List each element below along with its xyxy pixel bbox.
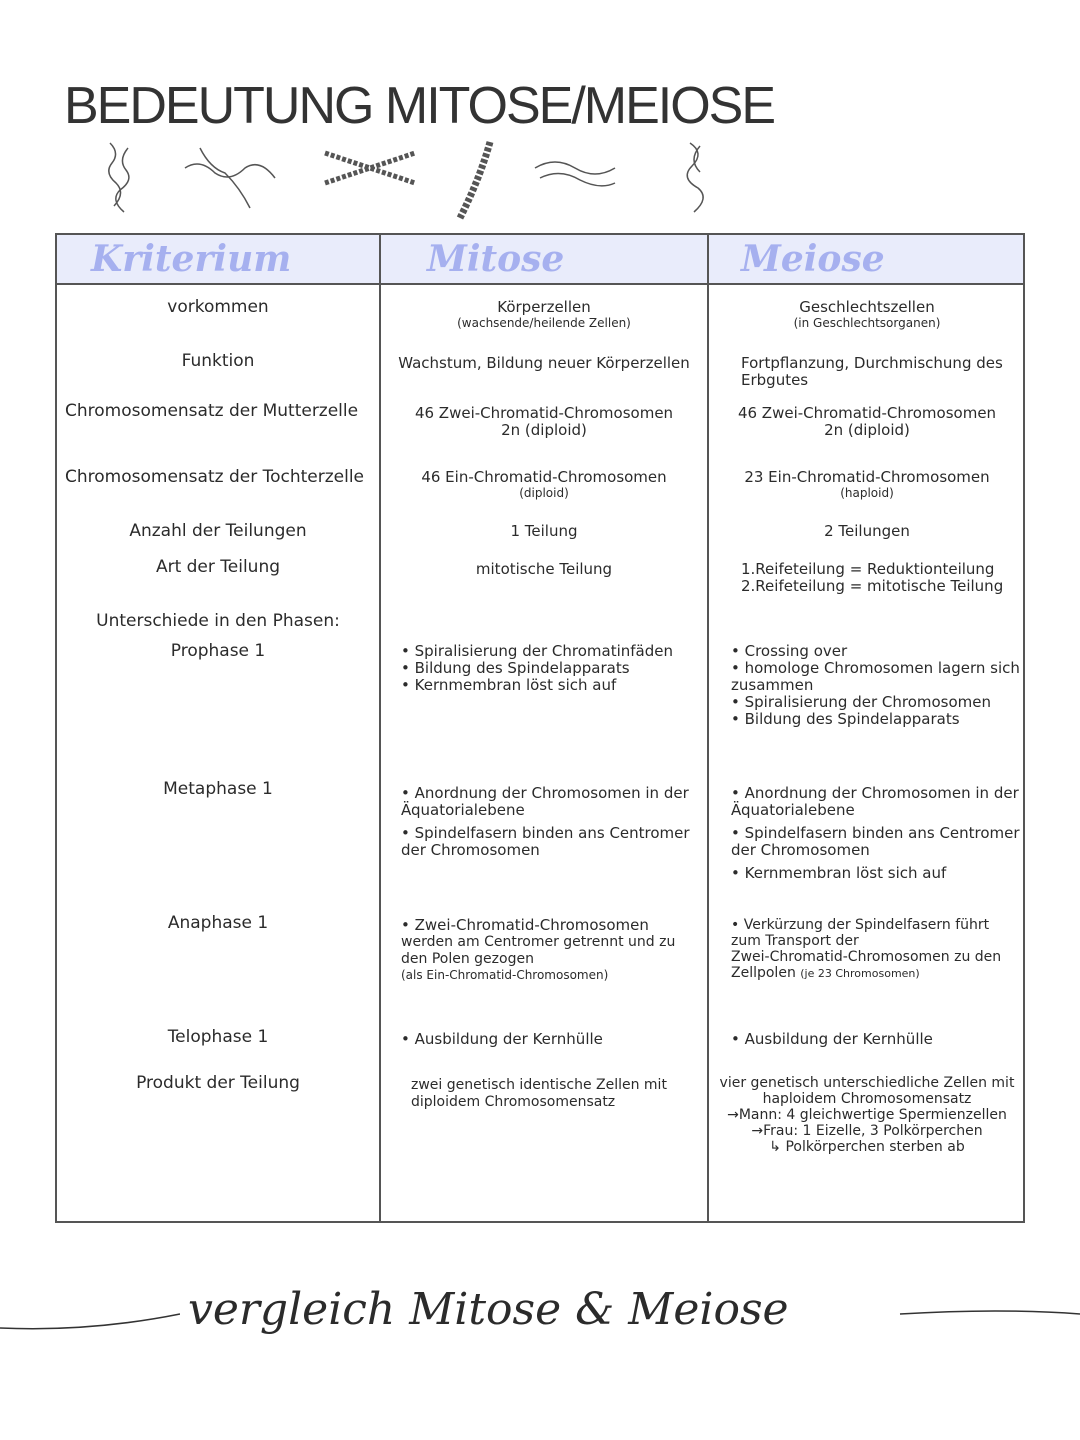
- cell-text: 2.Reifeteilung = mitotische Teilung: [741, 577, 1004, 595]
- chromosome-icon: [530, 138, 620, 198]
- cell-text: 46 Ein-Chromatid-Chromosomen: [421, 468, 667, 486]
- row-label: Metaphase 1: [163, 779, 273, 799]
- cell-text: werden am Centromer getrennt und zu den Polen gezogen: [401, 934, 676, 967]
- bullet-item: • Spindelfasern binden ans Centromer der Chromosomen: [731, 824, 1020, 859]
- bullet-item: • homologe Chromosomen lagern sich zusammen: [731, 659, 1020, 694]
- bullet-item: • Kernmembran löst sich auf: [731, 864, 947, 882]
- table-cell: mitotische Teilung: [475, 560, 613, 578]
- row-label: Anaphase 1: [167, 913, 269, 933]
- table-cell: [709, 1075, 1025, 1155]
- table-cell: Fortpflanzung, Durchmischung des Erbgutes: [741, 354, 1003, 389]
- row-label: Telophase 1: [167, 1027, 269, 1047]
- page-title: BEDEUTUNG MITOSE/MEIOSE: [64, 77, 775, 135]
- table-cell: • Ausbildung der Kernhülle: [401, 1030, 603, 1048]
- table-cell: [709, 299, 1025, 330]
- cell-text: →Mann: 4 gleichwertige Spermienzellen: [727, 1107, 1007, 1123]
- cell-note: (haploid): [840, 486, 894, 500]
- table-cell: [381, 405, 707, 439]
- row-label: vorkommen: [167, 297, 269, 317]
- table-cell: [709, 469, 1025, 500]
- table-cell: [381, 469, 707, 500]
- table-cell: [709, 405, 1025, 439]
- cell-text: • Verkürzung der Spindelfasern führt zum Transport der: [731, 917, 990, 949]
- bullet-item: • Spindelfasern binden ans Centromer der Chromosomen: [401, 824, 690, 859]
- bullet-item: • Kernmembran löst sich auf: [401, 676, 617, 694]
- table-cell: [731, 917, 1023, 982]
- table-cell: [401, 643, 701, 694]
- cell-text: 46 Zwei-Chromatid-Chromosomen: [414, 404, 674, 422]
- phases-heading: Unterschiede in den Phasen:: [96, 611, 340, 631]
- bullet-item: • Anordnung der Chromosomen in der Äquatorialebene: [731, 784, 1019, 819]
- cell-text: Zwei-Chromatid-Chromosomen zu den Zellpolen: [731, 949, 1002, 981]
- bullet-item: • Bildung des Spindelapparats: [401, 659, 630, 677]
- table-cell: [401, 785, 701, 859]
- header-mitose: Mitose: [427, 238, 565, 280]
- chromosome-icon: [320, 138, 420, 198]
- bullet-item: • Anordnung der Chromosomen in der Äquatorialebene: [401, 784, 689, 819]
- cell-text: vier genetisch unterschiedliche Zellen mit haploidem Chromosomensatz: [719, 1075, 1015, 1107]
- table-cell: [731, 785, 1021, 882]
- header-kriterium: Kriterium: [91, 238, 292, 280]
- cell-note: (als Ein-Chromatid-Chromosomen): [401, 968, 609, 982]
- table-cell: zwei genetisch identische Zellen mit diploidem Chromosomensatz: [411, 1077, 667, 1110]
- cell-note: 2n (diploid): [824, 421, 910, 439]
- cell-note: (diploid): [519, 486, 569, 500]
- cell-text: 46 Zwei-Chromatid-Chromosomen: [737, 404, 997, 422]
- cell-text: • Zwei-Chromatid-Chromosomen: [401, 916, 649, 934]
- cell-text: Geschlechtszellen: [799, 298, 935, 316]
- table-cell: 1 Teilung: [510, 522, 578, 540]
- row-label: Prophase 1: [170, 641, 266, 661]
- header-meiose: Meiose: [741, 238, 885, 280]
- bullet-item: • Crossing over: [731, 642, 848, 660]
- column-divider: [379, 235, 381, 1221]
- table-header: [57, 235, 1023, 285]
- row-label: Anzahl der Teilungen: [129, 521, 307, 541]
- cell-note: 2n (diploid): [501, 421, 587, 439]
- bullet-item: • Spiralisierung der Chromatinfäden: [401, 642, 673, 660]
- chromosome-icon: [670, 138, 720, 218]
- table-cell: [731, 643, 1021, 728]
- cell-text: ↳ Polkörperchen sterben ab: [769, 1139, 965, 1155]
- row-label: Produkt der Teilung: [136, 1073, 300, 1093]
- comparison-table: [55, 233, 1025, 1223]
- footer-title: vergleich Mitose & Meiose: [180, 1284, 797, 1335]
- table-cell: [401, 917, 701, 982]
- bullet-item: • Spiralisierung der Chromosomen: [731, 693, 992, 711]
- table-cell: [741, 561, 1021, 595]
- chromosome-illustrations: [90, 138, 730, 222]
- table-cell: [381, 299, 707, 330]
- cell-text: 23 Ein-Chromatid-Chromosomen: [744, 468, 990, 486]
- row-label: Funktion: [181, 351, 255, 371]
- cell-note: (in Geschlechtsorganen): [793, 316, 941, 330]
- cell-text: →Frau: 1 Eizelle, 3 Polkörperchen: [751, 1123, 983, 1139]
- bullet-item: • Bildung des Spindelapparats: [731, 710, 960, 728]
- cell-text: Körperzellen: [497, 298, 591, 316]
- table-cell: Wachstum, Bildung neuer Körperzellen: [398, 354, 690, 372]
- cell-note: (wachsende/heilende Zellen): [457, 316, 631, 330]
- cell-note: (je 23 Chromosomen): [800, 967, 920, 980]
- table-cell: 2 Teilungen: [824, 522, 910, 540]
- cell-text: 1.Reifeteilung = Reduktionteilung: [741, 560, 995, 578]
- chromosome-icon: [180, 138, 280, 218]
- row-label: Chromosomensatz der Tochterzelle: [65, 467, 365, 487]
- chromosome-icon: [90, 138, 150, 218]
- row-label: Art der Teilung: [155, 557, 281, 577]
- column-divider: [707, 235, 709, 1221]
- chromosome-icon: [450, 138, 500, 222]
- table-cell: • Ausbildung der Kernhülle: [731, 1030, 933, 1048]
- row-label: Chromosomensatz der Mutterzelle: [65, 401, 359, 421]
